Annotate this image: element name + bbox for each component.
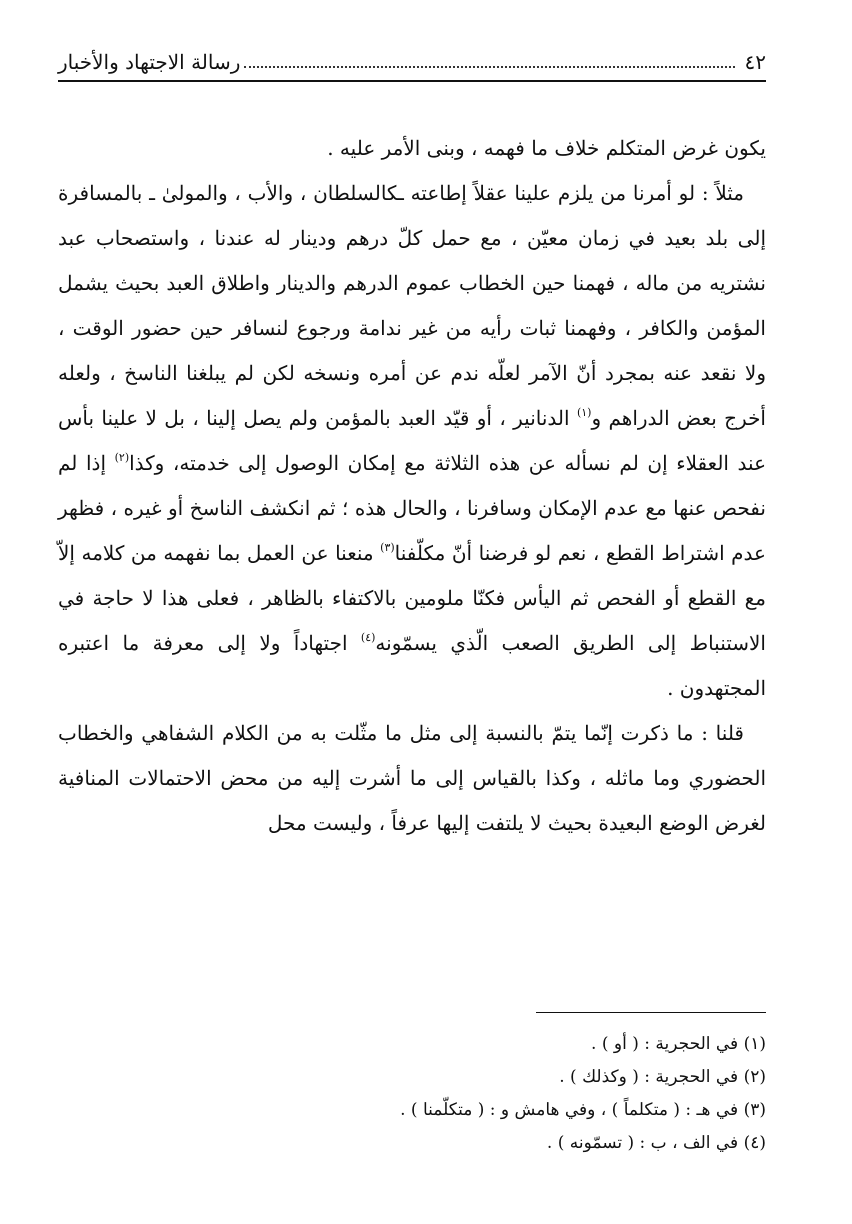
footnote-3: (٣) في هـ : ( متكلماً ) ، وفي هامش و : ( متكلّمنا ) . (400, 1100, 766, 1120)
paragraph-3: قلنا : ما ذكرت إنّما يتمّ بالنسبة إلى مثل ما مثّلت به من الكلام الشفاهي والخطاب الحضوري وما ماثله ، وكذا بالقياس إلى ما أشرت إليه من محض الاحتمالات المنافية لغرض الوضع البعيدة بحيث لا يلتفت إليها عرفاً ، وليست محل (58, 721, 766, 835)
footnote-ref-1: (١) (576, 406, 592, 419)
footnotes (58, 1028, 766, 1160)
paragraph-2 (58, 171, 766, 711)
main-text (58, 126, 766, 846)
footnote-ref-2: (٢) (114, 451, 130, 464)
paragraph-2-part-a: مثلاً : لو أمرنا من يلزم علينا عقلاً إطاعته ـكالسلطان ، والأب ، والمولىٰ ـ بالمسافرة إلى بلد بعيد في زمان معيّن ، مع حمل كلّ درهم ودينار له عندنا ، واستصحاب عبد نشتريه من ماله ، فهمنا حين الخطاب عموم الدرهم والدينار واطلاق العبد بحيث يشمل المؤمن والكافر ، وفهمنا ثبات رأيه من غير ندامة ورجوع لنسافر حين حضور الوقت ، ولا نقعد عنه بمجرد أنّ الآمر لعلّه ندم عن أمره ونسخه لكن لم يبلغنا الناسخ ، ولعله أخرج بعض الدراهم و (58, 181, 766, 430)
header-rule (58, 80, 766, 82)
footnote-separator (536, 1012, 766, 1013)
page-number: ٤٢ (744, 50, 766, 74)
footnote-2: (٢) في الحجرية : ( وكذلك ) . (559, 1067, 766, 1087)
header-dot-leader (244, 65, 734, 68)
paragraph-2-part-e: اجتهاداً ولا إلى معرفة ما اعتبره المجتهدون . (58, 631, 766, 700)
paragraph-2-part-d: منعنا عن العمل بما نفهمه من كلامه إلاّ مع القطع أو الفحص ثم اليأس فكنّا ملومين بالاكتفاء بالظاهر ، فعلى هذا لا حاجة في الاستنباط إلى الطريق الصعب الّذي يسمّونه (58, 541, 766, 655)
running-title: رسالة الاجتهاد والأخبار (58, 50, 241, 74)
paragraph-1: يكون غرض المتكلم خلاف ما فهمه ، وبنى الأمر عليه . (327, 136, 766, 160)
book-page (58, 34, 766, 1224)
paragraph-2-part-b: الدنانير ، أو قيّد العبد بالمؤمن ولم يصل إلينا ، بل لا علينا بأس عند العقلاء إن لم نسأله عن هذه الثلاثة مع إمكان الوصول إلى خدمته، وكذا (58, 406, 767, 475)
footnote-ref-3: (٣) (380, 541, 395, 554)
paragraph-2-part-c: إذا لم نفحص عنها مع عدم الإمكان وسافرنا ، والحال هذه ؛ ثم انكشف الناسخ أو غيره ، فظهر عدم اشتراط القطع ، نعم لو فرضنا أنّ مكلّفنا (58, 451, 766, 565)
footnote-ref-4: (٤) (360, 631, 376, 644)
running-header (58, 34, 766, 74)
footnote-1: (١) في الحجرية : ( أو ) . (591, 1034, 766, 1054)
footnote-4: (٤) في الف ، ب : ( تسمّونه ) . (546, 1133, 766, 1153)
